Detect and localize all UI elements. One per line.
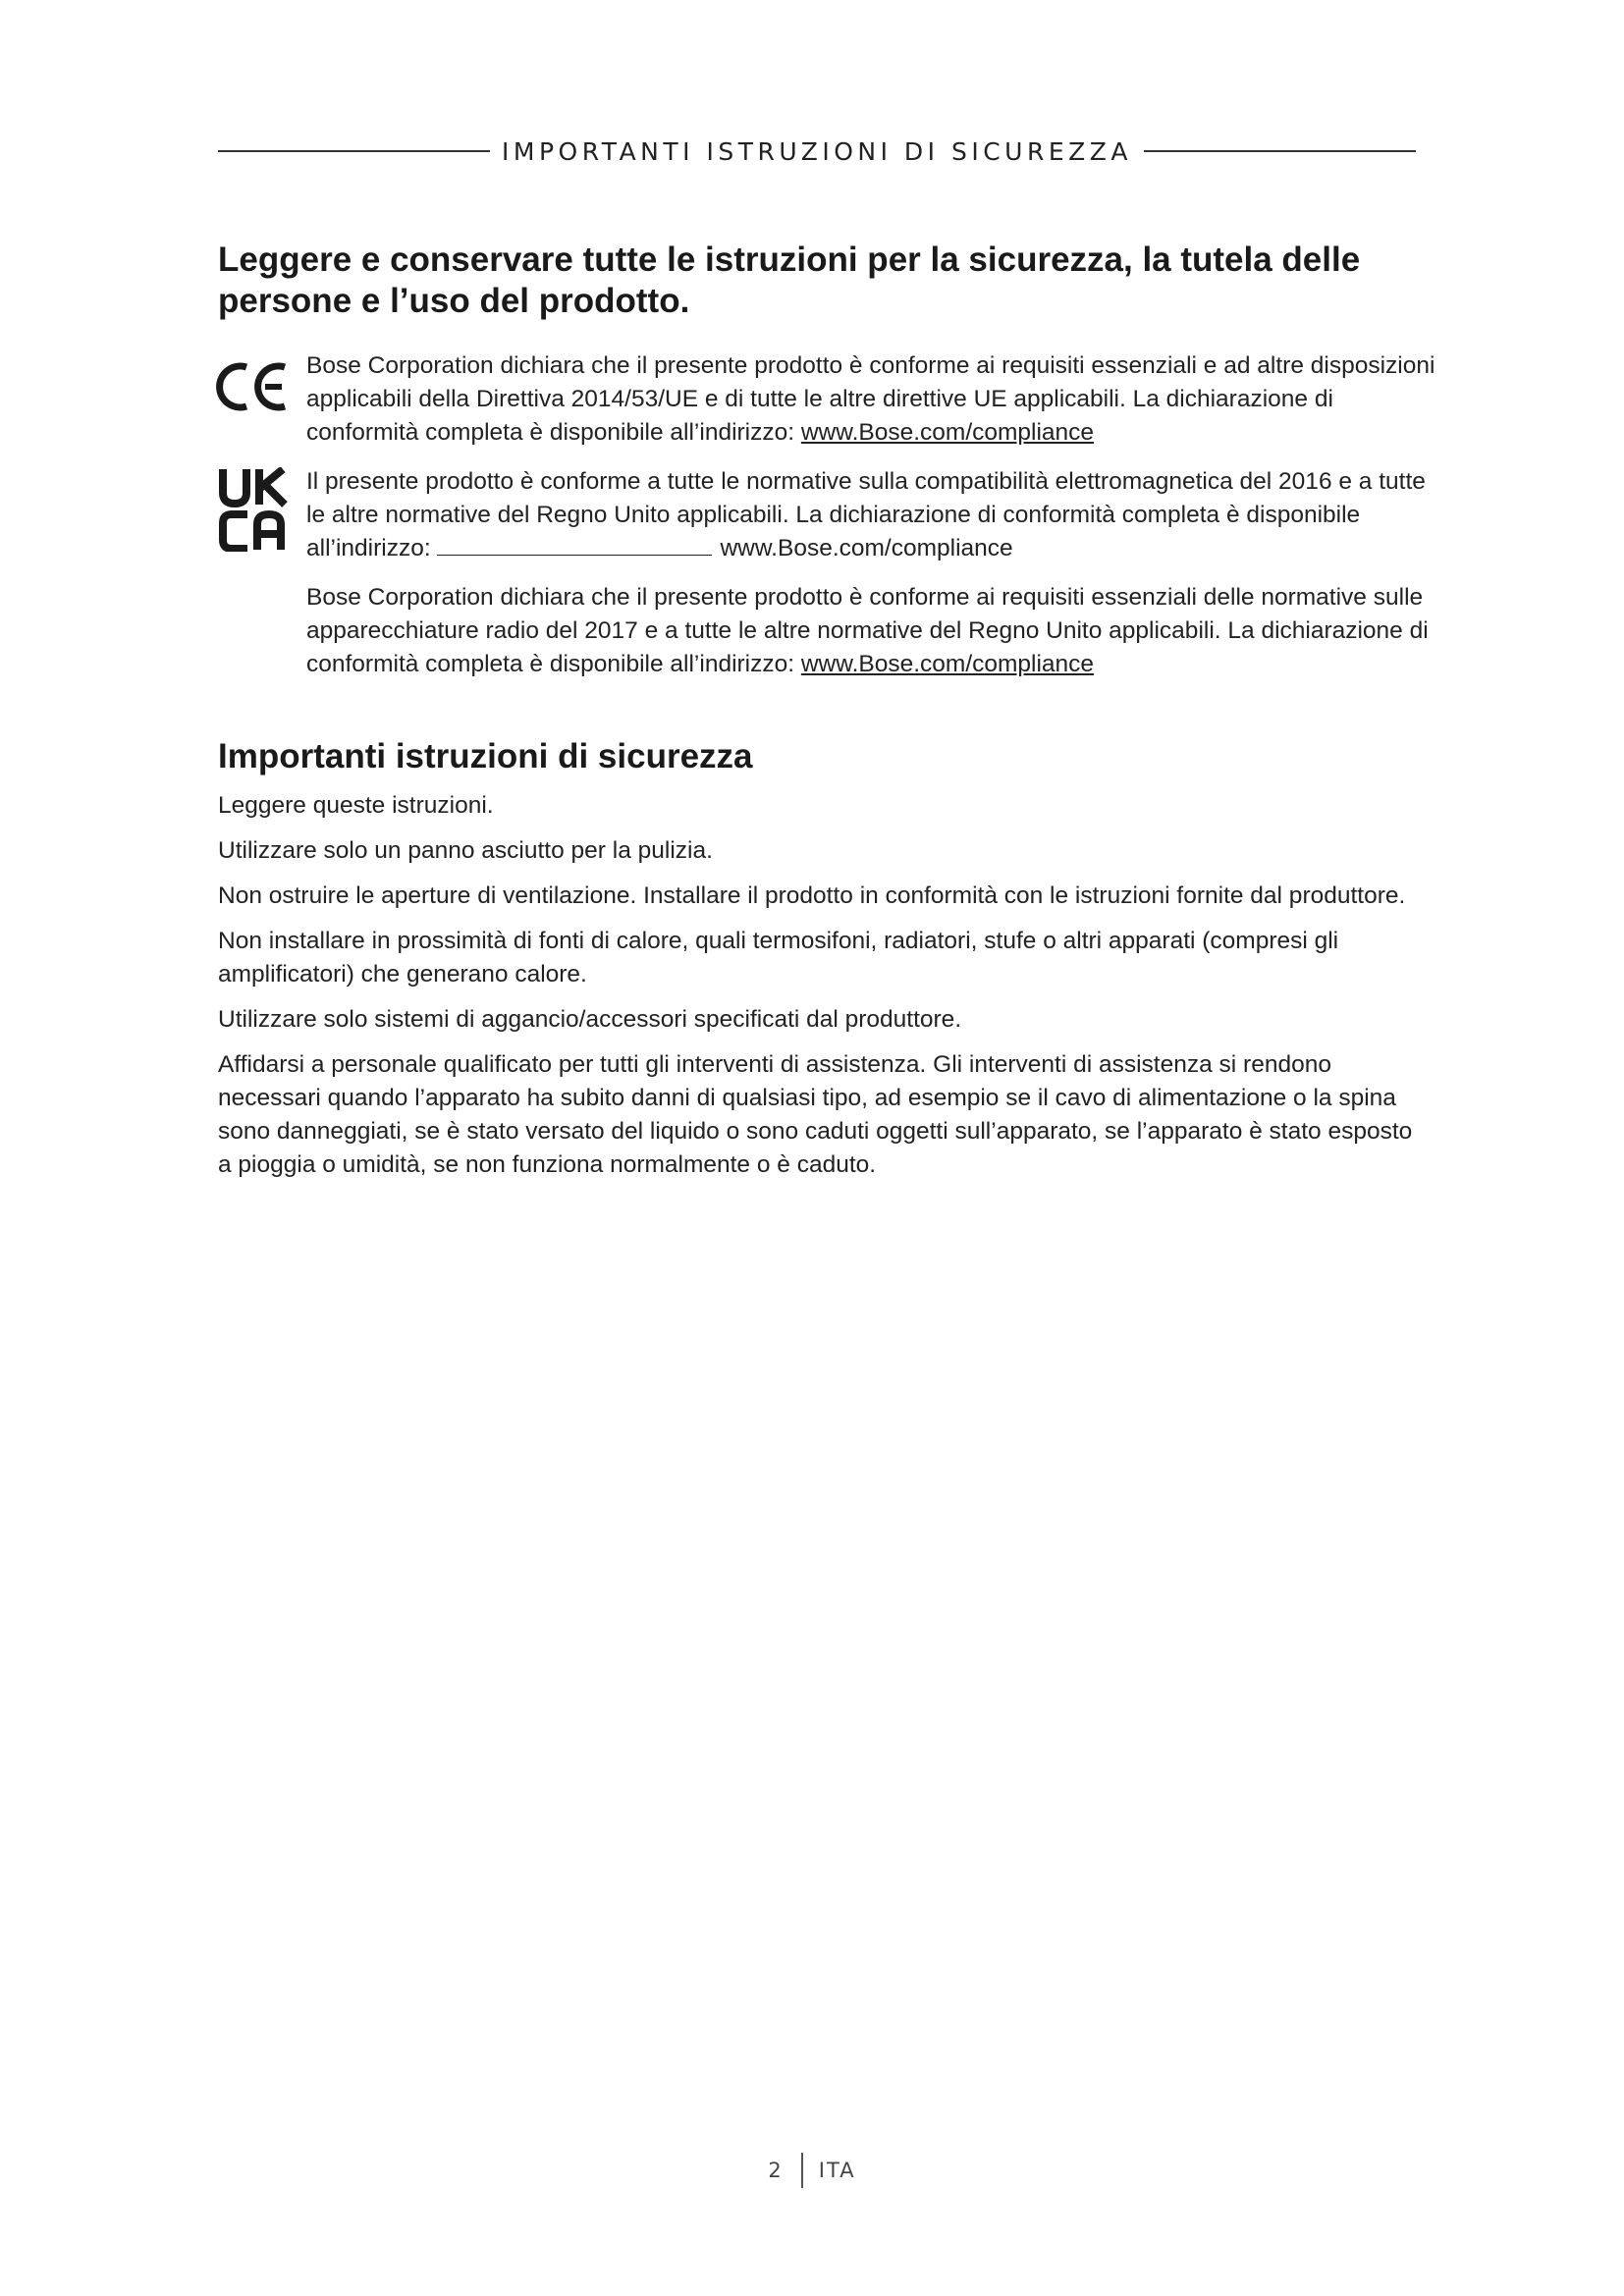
safety-instructions-list [218,789,1416,1194]
page-footer [0,2153,1624,2188]
safety-item: Non ostruire le aperture di ventilazione. Installare il prodotto in conformità con le istruzioni fornite dal produttore. [218,882,1406,909]
header-rule-right [1144,150,1416,152]
address-blank-line [437,535,712,556]
footer-separator [801,2153,803,2188]
ukca-compliance-link[interactable]: www.Bose.com/compliance [800,651,1095,677]
ce-declaration-text: Bose Corporation dichiara che il presente prodotto è conforme ai requisiti essenziali e ad altre disposizioni applicabili della Direttiva 2014/53/UE e di tutte le altre direttive UE applicabili. La dichiarazione di conformità completa è disponibile all’indirizzo: [306,352,1435,446]
ce-mark-logo [216,359,291,414]
ukca-emc-declaration [306,465,1435,565]
language-code: ITA [818,2159,856,2182]
safety-item: Leggere queste istruzioni. [218,792,494,819]
ukca-mark-logo [218,467,291,552]
ce-declaration [306,349,1435,450]
ce-compliance-link[interactable]: www.Bose.com/compliance [800,419,1095,446]
safety-item: Affidarsi a personale qualificato per tutti gli interventi di assistenza. Gli interventi di assistenza si rendono necessari quando l’apparato ha subito danni di qualsiasi tipo, ad esempio se il cavo di alimentazione o la spina sono danneggiati, se è stato versato del liquido o sono caduti oggetti sull’apparato, se l’apparato è stato esposto a pioggia o umidità, se non funziona normalmente o è caduto. [218,1051,1413,1178]
safety-item: Utilizzare solo sistemi di aggancio/accessori specificati dal produttore. [218,1006,962,1033]
safety-item: Utilizzare solo un panno asciutto per la pulizia. [218,837,713,864]
header-title: IMPORTANTI ISTRUZIONI DI SICUREZZA [502,136,1133,166]
ukca-radio-declaration [306,581,1435,681]
ukca-radio-text: Bose Corporation dichiara che il presente prodotto è conforme ai requisiti essenziali delle normative sulle apparecchiature radio del 2017 e a tutte le altre normative del Regno Unito applicabili. La dichiarazione di conformità completa è disponibile all’indirizzo: [306,584,1429,677]
intro-title: Leggere e conservare tutte le istruzioni per la sicurezza, la tutela delle persone e l’uso del prodotto. [218,240,1361,320]
page-number: 2 [768,2159,784,2182]
page-header [218,133,1416,169]
safety-section-title: Importanti istruzioni di sicurezza [218,737,753,775]
ukca-emc-text: Il presente prodotto è conforme a tutte le normative sulla compatibilità elettromagnetica del 2016 e a tutte le altre normative del Regno Unito applicabili. La dichiarazione di conformità completa è disponibile all’indirizzo: [306,468,1426,561]
ukca-emc-url: www.Bose.com/compliance [720,535,1013,561]
header-rule-left [218,150,490,152]
safety-item: Non installare in prossimità di fonti di calore, quali termosifoni, radiatori, stufe o altri apparati (compresi gli amplificatori) che generano calore. [218,928,1339,988]
